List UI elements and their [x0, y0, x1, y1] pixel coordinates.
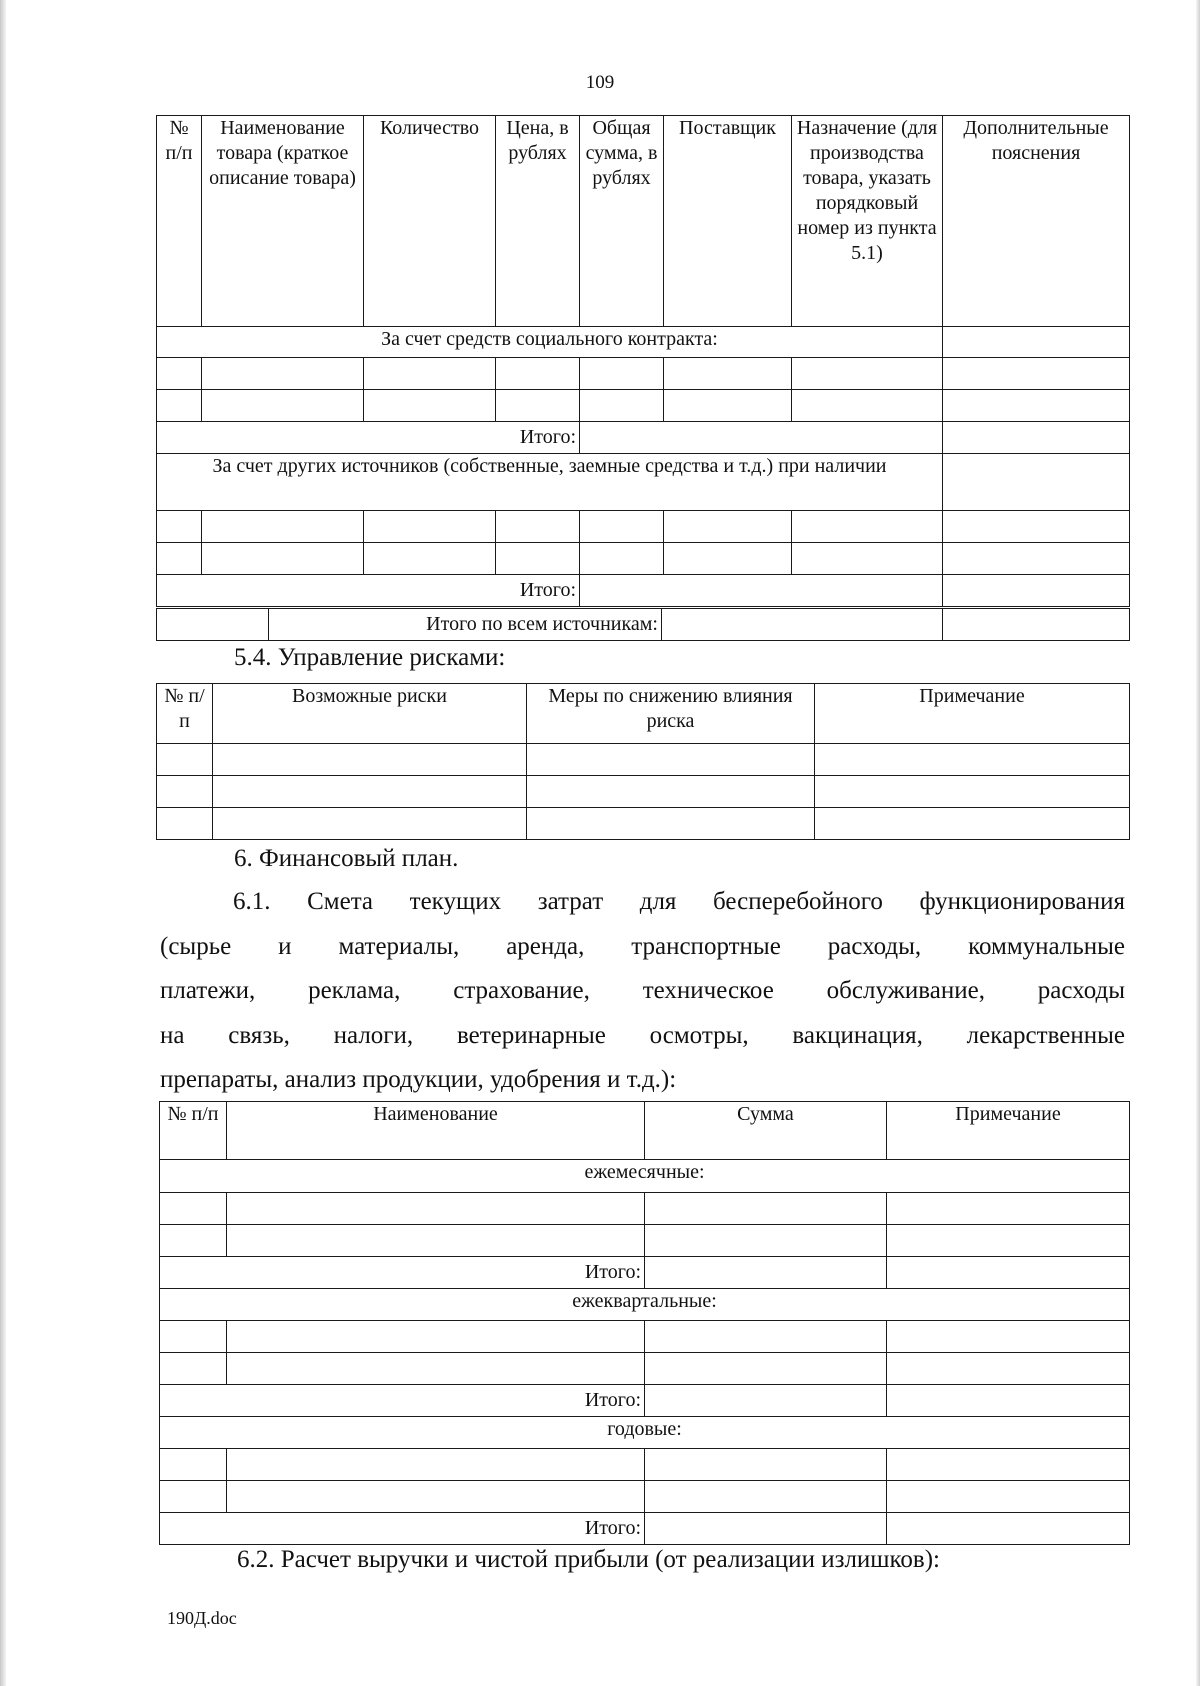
header-cell: Цена, в рублях: [496, 116, 580, 327]
paragraph-line: (сырье и материалы, аренда, транспортные расходы, коммунальные: [160, 932, 1125, 960]
table-cell: [645, 1257, 887, 1289]
table-row: [157, 776, 1130, 808]
table-cell: [213, 808, 527, 840]
table-row: [160, 1481, 1130, 1513]
table-cell: [580, 390, 664, 422]
paragraph-line: платежи, реклама, страхование, техническое обслуживание, расходы: [160, 977, 1125, 1004]
table-cell: [664, 511, 792, 543]
table-header-row: [160, 1102, 1130, 1160]
paragraph-line: 6.1. Смета текущих затрат для бесперебойного функционирования: [233, 888, 1125, 915]
section-label: годовые:: [160, 1417, 1130, 1449]
table-cell: [157, 776, 213, 808]
table-cell: [227, 1449, 645, 1481]
paragraph-line: на связь, налоги, ветеринарные осмотры, вакцинация, лекарственные: [160, 1021, 1125, 1049]
table-cell: [227, 1481, 645, 1513]
table-cell: [496, 358, 580, 390]
table-cell: [580, 575, 943, 607]
grand-total-row: [157, 609, 1130, 641]
table-cell: [664, 358, 792, 390]
header-cell: Наименование: [227, 1102, 645, 1160]
table-cell: [943, 390, 1130, 422]
table-cell: [227, 1353, 645, 1385]
section-row: [157, 327, 1130, 358]
table-cell: [160, 1225, 227, 1257]
section-label: За счет других источников (собственные, заемные средства и т.д.) при наличии: [157, 454, 943, 511]
subtotal-row: [157, 422, 1130, 454]
table-cell: [496, 390, 580, 422]
table-row: [160, 1193, 1130, 1225]
table-cell: [815, 808, 1130, 840]
subtotal-label: Итого:: [160, 1385, 645, 1417]
table-cell: [202, 390, 364, 422]
table-cell: [815, 776, 1130, 808]
table-cell: [527, 808, 815, 840]
table-cell: [645, 1193, 887, 1225]
table-cell: [792, 390, 943, 422]
table-header-row: [157, 116, 1130, 327]
header-cell: Сумма: [645, 1102, 887, 1160]
table-cell: [645, 1225, 887, 1257]
table-row: [160, 1225, 1130, 1257]
header-cell: Возможные риски: [213, 684, 527, 744]
table-cell: [580, 511, 664, 543]
table-cell: [202, 358, 364, 390]
table-cell: [645, 1353, 887, 1385]
table-row: [157, 543, 1130, 575]
purchase-table: [156, 115, 1130, 607]
table-cell: [157, 358, 202, 390]
header-cell: Наименование товара (краткое описание товара): [202, 116, 364, 327]
table-cell: [157, 609, 269, 641]
table-cell: [160, 1193, 227, 1225]
paragraph-line: препараты, анализ продукции, удобрения и т.д.):: [160, 1066, 677, 1093]
table-row: [157, 358, 1130, 390]
table-cell: [943, 609, 1130, 641]
table-cell: [160, 1353, 227, 1385]
table-cell: [943, 422, 1130, 454]
table-cell: [792, 511, 943, 543]
table-row: [157, 390, 1130, 422]
page-number: 109: [585, 72, 615, 93]
table-cell: [887, 1257, 1130, 1289]
header-cell: Количество: [364, 116, 496, 327]
table-cell: [887, 1385, 1130, 1417]
table-header-row: [157, 684, 1130, 744]
table-cell: [943, 543, 1130, 575]
table-cell: [364, 390, 496, 422]
table-row: [157, 744, 1130, 776]
subtotal-row: [160, 1257, 1130, 1289]
page-edge-right: [1196, 0, 1200, 1686]
header-cell: № п/п: [157, 116, 202, 327]
table-row: [157, 808, 1130, 840]
header-cell: Примечание: [815, 684, 1130, 744]
heading-risk-management: 5.4. Управление рисками:: [234, 644, 506, 671]
header-cell: Дополнительные пояснения: [943, 116, 1130, 327]
paragraph-cost-estimate: [160, 880, 1125, 1103]
table-cell: [887, 1449, 1130, 1481]
header-cell: № п/п: [157, 684, 213, 744]
table-cell: [943, 575, 1130, 607]
table-cell: [227, 1193, 645, 1225]
header-cell: Поставщик: [664, 116, 792, 327]
table-cell: [227, 1225, 645, 1257]
page-edge-left: [0, 0, 6, 1686]
table-cell: [943, 511, 1130, 543]
expense-table: [159, 1101, 1130, 1545]
table-cell: [580, 422, 943, 454]
table-cell: [645, 1513, 887, 1545]
table-cell: [157, 744, 213, 776]
table-cell: [157, 390, 202, 422]
table-cell: [645, 1449, 887, 1481]
table-cell: [157, 511, 202, 543]
table-cell: [887, 1193, 1130, 1225]
header-cell: Примечание: [887, 1102, 1130, 1160]
header-cell: Назначение (для производства товара, указать порядковый номер из пункта 5.1): [792, 116, 943, 327]
table-cell: [496, 543, 580, 575]
table-cell: [887, 1225, 1130, 1257]
subtotal-label: Итого:: [157, 422, 580, 454]
subtotal-label: Итого:: [160, 1513, 645, 1545]
table-cell: [664, 543, 792, 575]
footer-filename: 190Д.doc: [167, 1608, 237, 1628]
table-cell: [160, 1481, 227, 1513]
section-row: [160, 1160, 1130, 1193]
table-row: [160, 1449, 1130, 1481]
table-cell: [160, 1449, 227, 1481]
table-row: [160, 1321, 1130, 1353]
table-cell: [887, 1513, 1130, 1545]
grand-total-label: Итого по всем источникам:: [269, 609, 662, 641]
table-cell: [645, 1481, 887, 1513]
table-cell: [157, 543, 202, 575]
heading-revenue-profit: 6.2. Расчет выручки и чистой прибыли (от реализации излишков):: [237, 1546, 941, 1573]
table-cell: [160, 1321, 227, 1353]
table-cell: [213, 744, 527, 776]
table-cell: [664, 390, 792, 422]
header-cell: № п/п: [160, 1102, 227, 1160]
table-cell: [227, 1321, 645, 1353]
table-cell: [580, 543, 664, 575]
table-cell: [364, 511, 496, 543]
section-label: За счет средств социального контракта:: [157, 327, 943, 358]
table-cell: [496, 511, 580, 543]
table-cell: [364, 358, 496, 390]
risk-table: [156, 683, 1130, 840]
table-cell: [887, 1481, 1130, 1513]
table-cell: [792, 358, 943, 390]
table-cell: [943, 454, 1130, 511]
table-cell: [645, 1385, 887, 1417]
table-cell: [645, 1321, 887, 1353]
table-cell: [662, 609, 943, 641]
subtotal-row: [157, 575, 1130, 607]
subtotal-label: Итого:: [160, 1257, 645, 1289]
section-label: ежемесячные:: [160, 1160, 1130, 1193]
table-cell: [792, 543, 943, 575]
table-cell: [943, 358, 1130, 390]
grand-total-table: [156, 608, 1130, 641]
section-label: ежеквартальные:: [160, 1289, 1130, 1321]
table-cell: [213, 776, 527, 808]
header-cell: Меры по снижению влияния риска: [527, 684, 815, 744]
table-cell: [527, 744, 815, 776]
section-row: [157, 454, 1130, 511]
subtotal-label: Итого:: [157, 575, 580, 607]
subtotal-row: [160, 1385, 1130, 1417]
table-cell: [815, 744, 1130, 776]
subtotal-row: [160, 1513, 1130, 1545]
table-row: [160, 1353, 1130, 1385]
section-row: [160, 1289, 1130, 1321]
table-row: [157, 511, 1130, 543]
table-cell: [527, 776, 815, 808]
table-cell: [157, 808, 213, 840]
table-cell: [580, 358, 664, 390]
table-cell: [364, 543, 496, 575]
table-cell: [202, 511, 364, 543]
table-cell: [202, 543, 364, 575]
heading-financial-plan: 6. Финансовый план.: [234, 845, 459, 872]
header-cell: Общая сумма, в рублях: [580, 116, 664, 327]
table-cell: [887, 1353, 1130, 1385]
table-cell: [943, 327, 1130, 358]
table-cell: [887, 1321, 1130, 1353]
section-row: [160, 1417, 1130, 1449]
